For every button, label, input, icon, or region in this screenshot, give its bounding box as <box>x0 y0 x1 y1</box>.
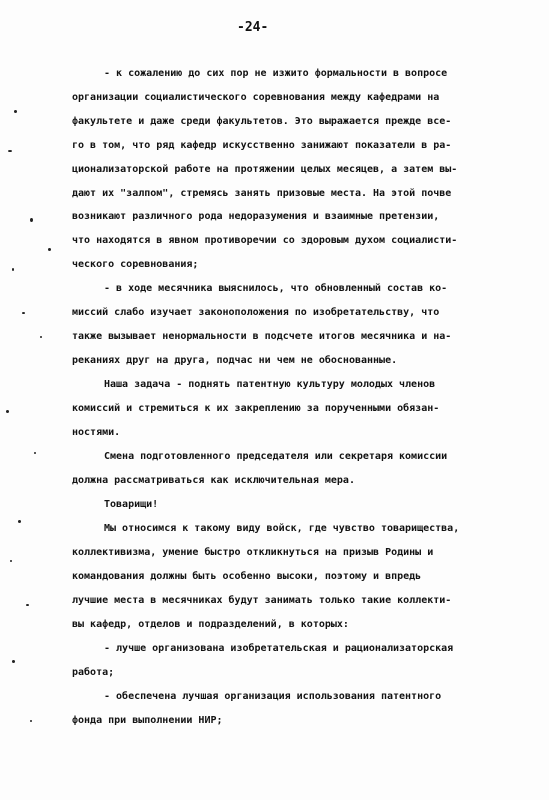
text-line: работа; <box>72 667 115 678</box>
text-line: факультете и даже среди факультетов. Это выражается прежде все- <box>72 116 452 127</box>
scan-speck <box>6 410 9 413</box>
text-line: ческого соревнования; <box>72 259 199 270</box>
text-line: вы кафедр, отделов и подразделений, в которых: <box>72 619 349 630</box>
scan-speck <box>12 268 14 271</box>
scan-speck <box>30 720 32 722</box>
text-line: фонда при выполнении НИР; <box>72 715 223 726</box>
text-line: реканиях друг на друга, подчас ни чем не обоснованные. <box>72 355 398 366</box>
scan-speck <box>22 312 25 314</box>
scan-speck <box>26 604 29 606</box>
text-line: что находятся в явном противоречии со здоровым духом социалисти- <box>72 235 458 246</box>
scan-speck <box>12 660 15 663</box>
text-line: Мы относимся к такому виду войск, где чувство товарищества, <box>104 523 460 534</box>
text-line: - к сожалению до сих пор не изжито формальности в вопросе <box>104 68 448 79</box>
text-line: Смена подготовленного председателя или секретаря комиссии <box>104 451 448 462</box>
page-number: -24- <box>237 20 269 35</box>
text-line: лучшие места в месячниках будут занимать только такие коллекти- <box>72 595 452 606</box>
text-line: коллективизма, умение быстро откликнуться на призыв Родины и <box>72 547 434 558</box>
text-line: должна рассматриваться как исключительная мера. <box>72 475 355 486</box>
scan-speck <box>8 150 12 152</box>
text-line: командования должны быть особенно высоки, поэтому и впредь <box>72 571 422 582</box>
text-line: Товарищи! <box>104 499 159 510</box>
text-line: возникают различного рода недоразумения и взаимные претензии, <box>72 211 440 222</box>
text-line: также вызывает ненормальности в подсчете итогов месячника и на- <box>72 331 452 342</box>
scan-speck <box>18 520 21 523</box>
scan-speck <box>48 248 51 251</box>
text-line: - обеспечена лучшая организация использования патентного <box>104 691 442 702</box>
text-line: организации социалистического соревнования между кафедрами на <box>72 92 440 103</box>
text-line: ционализаторской работе на протяжении целых месяцев, а затем вы- <box>72 164 458 175</box>
text-line: - лучше организована изобретательская и рационализаторская <box>104 643 454 654</box>
text-line: го в том, что ряд кафедр искусственно занижают показатели в ра- <box>72 140 452 151</box>
text-line: - в ходе месячника выяснилось, что обновленный состав ко- <box>104 283 448 294</box>
scan-speck <box>14 110 17 113</box>
text-line: Наша задача - поднять патентную культуру молодых членов <box>104 379 436 390</box>
scan-speck <box>30 218 33 222</box>
text-line: комиссий и стремиться к их закреплению за порученными обязан- <box>72 403 440 414</box>
scan-speck <box>10 560 12 562</box>
text-line: дают их "залпом", стремясь занять призовые места. На этой почве <box>72 188 452 199</box>
text-line: ностями. <box>72 427 121 438</box>
scan-speck <box>34 452 36 454</box>
text-line: миссий слабо изучает законоположения по изобретательству, что <box>72 307 440 318</box>
scan-speck <box>40 336 42 338</box>
